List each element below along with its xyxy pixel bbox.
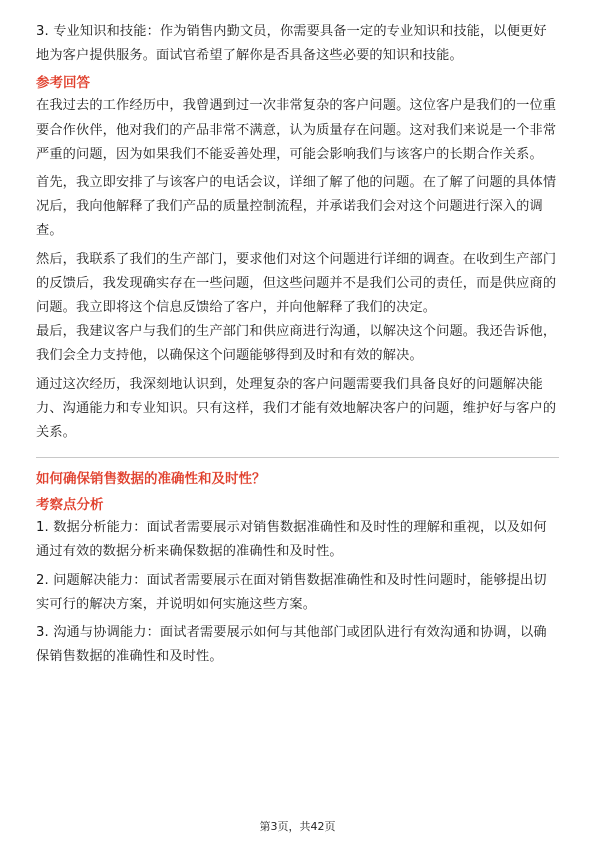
answer-paragraph-5: 通过这次经历，我深刻地认识到，处理复杂的客户问题需要我们具备良好的问题解决能力、沟通能力和专业知识。只有这样，我们才能有效地解决客户的问题，维护好与客户的关系。 [36,376,557,441]
question-title: 如何确保销售数据的准确性和及时性？ [36,471,266,488]
analysis-heading: 考察点分析 [36,497,104,514]
section-divider [36,457,559,458]
answer-paragraph-1: 在我过去的工作经历中，我曾遇到过一次非常复杂的客户问题。这位客户是我们的一位重要合作伙伴，他对我们的产品非常不满意，认为质量存在问题。这对我们来说是一个非常严重的问题，因为如果我们不能妥善处理，可能会影响我们与该客户的长期合作关系。 [36,98,557,162]
analysis-item-1: 1. 数据分析能力：面试者需要展示对销售数据准确性和及时性的理解和重视，以及如何通过有效的数据分析来确保数据的准确性和及时性。 [36,520,547,560]
analysis-item-3: 3. 沟通与协调能力：面试者需要展示如何与其他部门或团队进行有效沟通和协调，以确保销售数据的准确性和及时性。 [36,625,547,665]
reference-answer-heading: 参考回答 [36,75,90,92]
analysis-item-2: 2. 问题解决能力：面试者需要展示在面对销售数据准确性和及时性问题时，能够提出切实可行的解决方案，并说明如何实施这些方案。 [36,572,547,612]
answer-paragraph-4: 最后，我建议客户与我们的生产部门和供应商进行沟通，以解决这个问题。我还告诉他，我们会全力支持他，以确保这个问题能够得到及时和有效的解决。 [36,324,557,364]
page-number: 第3页，共42页 [259,820,336,833]
document-page [36,20,559,669]
answer-paragraph-3: 然后，我联系了我们的生产部门，要求他们对这个问题进行详细的调查。在收到生产部门的反馈后，我发现确实存在一些问题，但这些问题并不是我们公司的责任，而是供应商的问题。我立即将这个信息反馈给了客户，并向他解释了我们的决定。 [36,251,557,316]
criterion-item-3: 3. 专业知识和技能：作为销售内勤文员，你需要具备一定的专业知识和技能，以便更好地为客户提供服务。面试官希望了解你是否具备这些必要的知识和技能。 [36,24,547,64]
answer-paragraph-2: 首先，我立即安排了与该客户的电话会议，详细了解了他的问题。在了解了问题的具体情况后，我向他解释了我们产品的质量控制流程，并承诺我们会对这个问题进行深入的调查。 [36,175,557,239]
